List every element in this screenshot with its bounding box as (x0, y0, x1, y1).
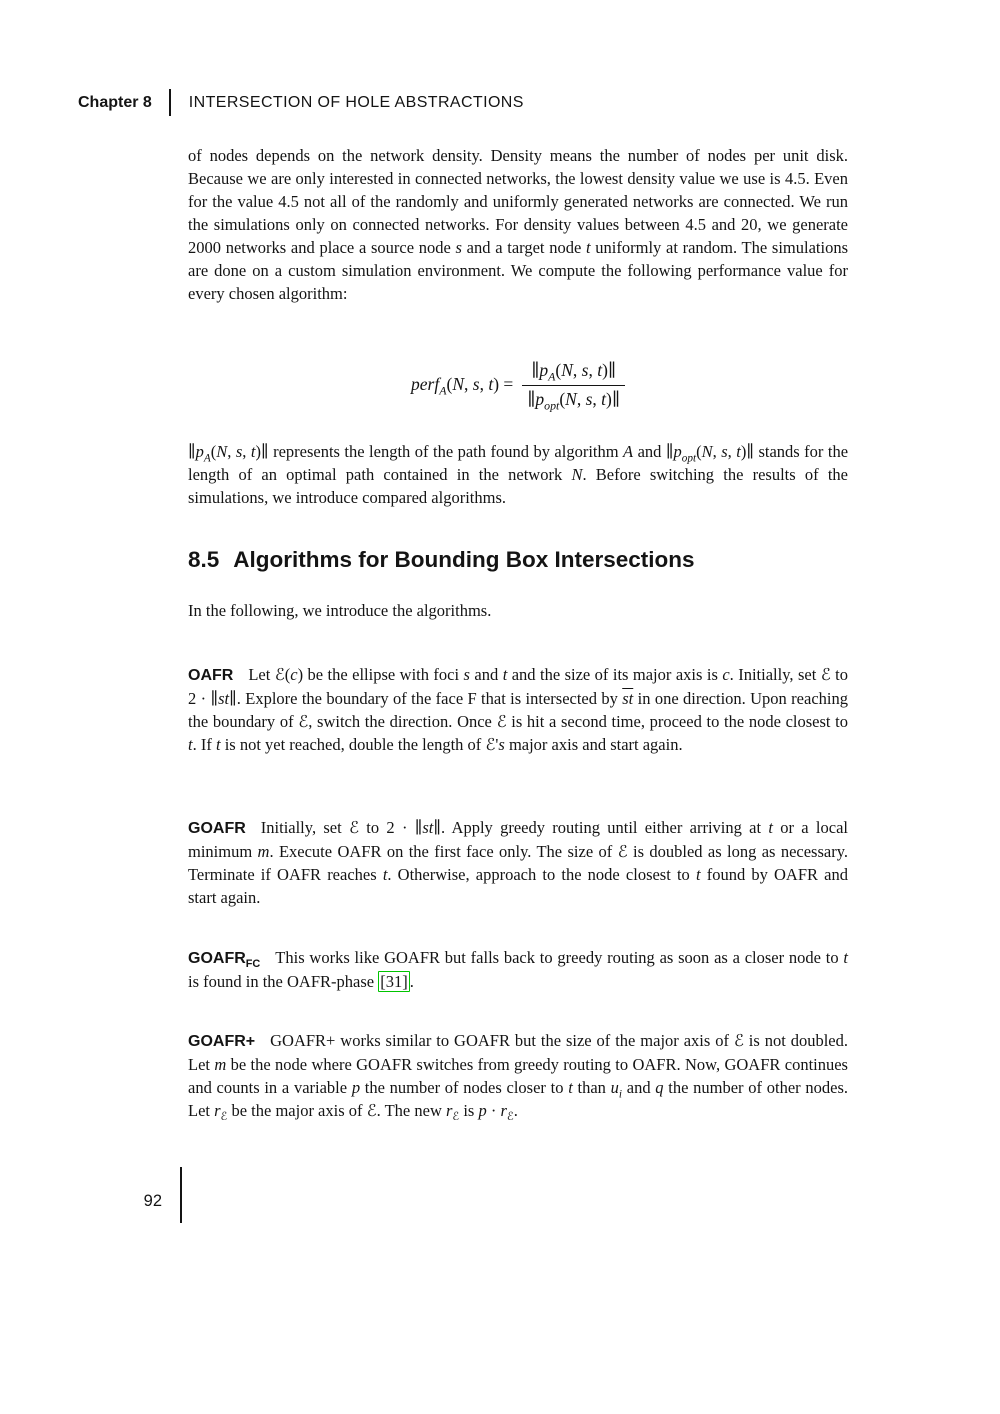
algorithm-goafr-fc (188, 946, 848, 993)
footer-divider (180, 1167, 182, 1223)
algorithm-goafr-plus-label: GOAFR+ (188, 1033, 256, 1050)
intro-paragraph: of nodes depends on the network density. Density means the number of nodes per unit disk. Because we are only interested in connected networks, the lowest density value we use is 4.5. Even for the value 4.5 not all of the randomly and uniformly generated networks are connected. We run the simulations only on connected networks. For density values between 4.5 and 20, we generate 2000 networks and place a source node s and a target node t uniformly at random. The simulations are done on a custom simulation environment. We compute the following performance value for every chosen algorithm: (188, 146, 849, 303)
page-number: 92 (143, 1192, 162, 1210)
chapter-label: Chapter 8 (78, 93, 152, 111)
formula-numerator: $\parallel p_A(N$, s, t)∥ (522, 360, 625, 386)
algorithm-goafr-fc-label: $GOAFR_{FC}$ (188, 950, 261, 971)
algorithm-oafr (188, 663, 848, 756)
algorithm-goafr-text: Initially, set ℰ to 2 · ∥st∥. Apply greedy routing until either arriving at t or a local minimum m. Execute OAFR on the first face only. The size of ℰ is doubled as long as necessary. Terminate if OAFR reaches t. Otherwise, approach to the node closest to t found by OAFR and start again. (188, 818, 848, 907)
algorithm-oafr-text: Let ℰ(c) be the ellipse with foci s and t and the size of its major axis is c. Initially, set ℰ to 2 · ∥st∥. Explore the boundary of the face F that is intersected by $\overline{st}$ in one direction. Upon reaching the boundary of ℰ, switch the direction. Once ℰ is hit a second time, proceed to the node closest to t. If t is not yet reached, double the length of ℰ's major axis and start again. (188, 665, 848, 754)
header-divider (169, 89, 171, 116)
citation-31[interactable]: [31] (380, 972, 408, 991)
section-lead: In the following, we introduce the algorithms. (188, 601, 492, 620)
formula-fraction (522, 360, 625, 411)
algorithm-goafr-plus (188, 1029, 848, 1122)
section-number: 8.5 (188, 547, 220, 572)
running-header (78, 89, 524, 116)
algorithm-goafr-label: GOAFR (188, 820, 246, 837)
performance-formula (188, 360, 848, 411)
algorithm-goafr (188, 816, 848, 909)
formula-lhs: perf$_A$(N, s, t) = (411, 374, 514, 398)
algorithm-goafr-fc-text: This works like GOAFR but falls back to greedy routing as soon as a closer node to t is found in the OAFR-phase [31] . (188, 948, 848, 991)
section-heading (188, 547, 695, 573)
formula-explanation-paragraph: $\parallel p_A(N$, s, t)∥ represents the length of the path found by algorithm A and $\parallel p_{opt}(N$, s, t)∥ stands for the length of an optimal path contained in the network N. Before switching the results of the simulations, we introduce compared algorithms. (188, 442, 849, 507)
formula-denominator: $\parallel p_{opt}(N$, s, t)∥ (527, 388, 620, 413)
section-title: Algorithms for Bounding Box Intersections (233, 547, 695, 572)
chapter-title: INTERSECTION OF HOLE ABSTRACTIONS (188, 93, 524, 111)
algorithm-oafr-label: OAFR (188, 667, 234, 684)
algorithm-goafr-plus-text: GOAFR+ works similar to GOAFR but the size of the major axis of ℰ is not doubled. Let m be the node where GOAFR switches from greedy routing to OAFR. Now, GOAFR continues and counts in a variable p the number of nodes closer to t than $u_i$ and q the number of other nodes. Let $r_ℰ$ be the major axis of ℰ. The new $r_ℰ$ is $p \cdot r_ℰ$. (188, 1031, 848, 1124)
